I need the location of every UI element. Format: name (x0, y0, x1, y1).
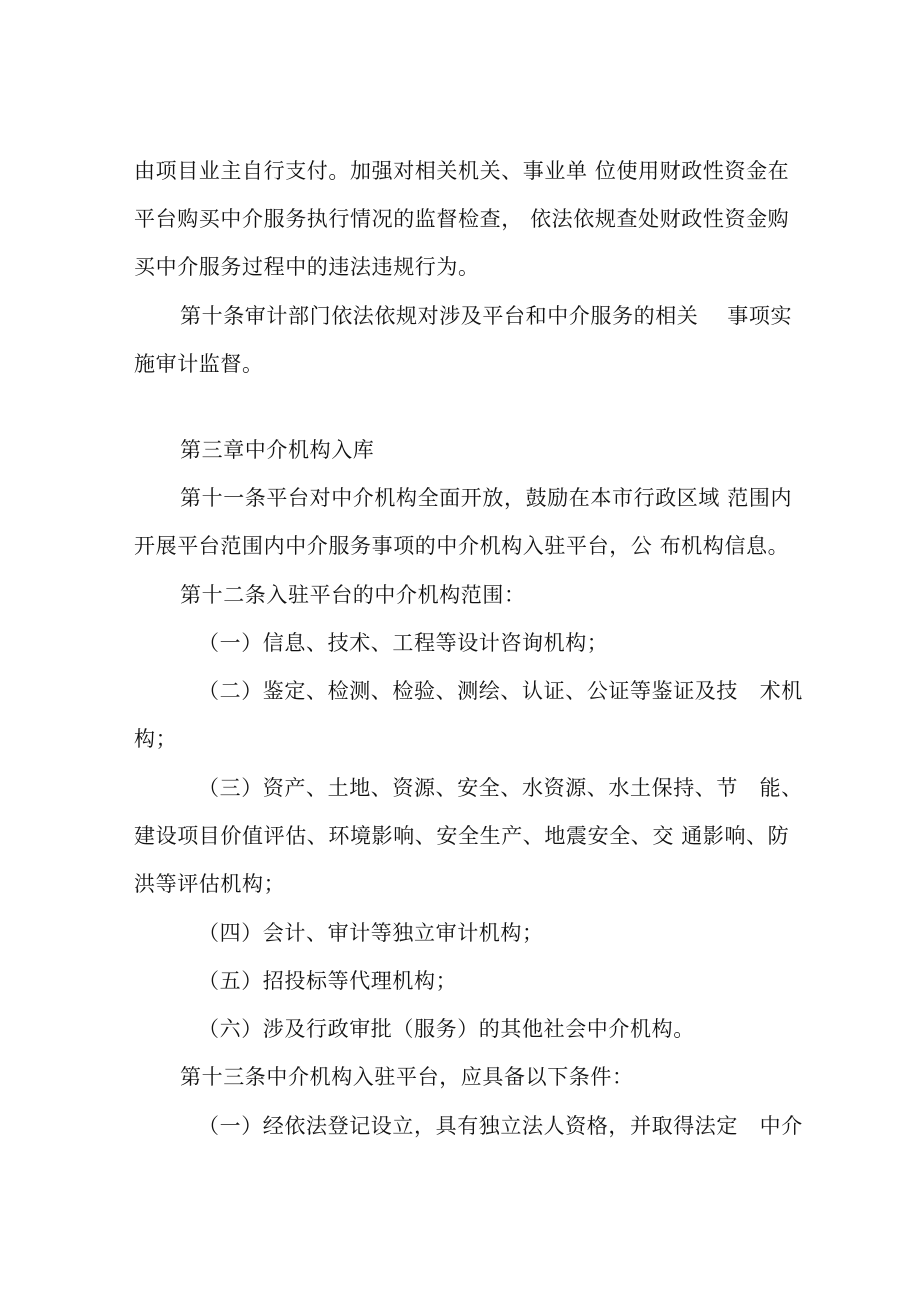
article-11-line: 第十一条平台对中介机构全面开放，鼓励在本市行政区域 范围内 (180, 486, 793, 510)
list-item: （一）信息、技术、工程等设计咨询机构； (198, 631, 609, 655)
paragraph-line: 洪等评估机构； (134, 872, 286, 896)
chapter-heading: 第三章中介机构入库 (180, 438, 375, 462)
list-item: （三）资产、土地、资源、安全、水资源、水土保持、节 能、 (198, 776, 803, 800)
paragraph-line: 平台购买中介服务执行情况的监督检查， 依法依规查处财政性资金购 (134, 207, 790, 231)
list-item: （六）涉及行政审批（服务）的其他社会中介机构。 (198, 1017, 695, 1041)
paragraph-line: 施审计监督。 (134, 352, 264, 376)
article-12-line: 第十二条入驻平台的中介机构范围： (180, 583, 526, 607)
list-item: （五）招投标等代理机构； (198, 969, 458, 993)
article-13-line: 第十三条中介机构入驻平台，应具备以下条件： (180, 1065, 634, 1089)
paragraph-line: 由项目业主自行支付。加强对相关机关、事业单 位使用财政性资金在 (134, 159, 790, 183)
paragraph-line: 建设项目价值评估、环境影响、安全生产、地震安全、交 通影响、防 (134, 824, 790, 848)
paragraph-line: 买中介服务过程中的违法违规行为。 (134, 255, 480, 279)
paragraph-line: 开展平台范围内中介服务事项的中介机构入驻平台，公 布机构信息。 (134, 534, 790, 558)
list-item: （二）鉴定、检测、检验、测绘、认证、公证等鉴证及技 术机 (198, 679, 803, 703)
paragraph-line: 构； (134, 727, 178, 751)
list-item: （一）经依法登记设立，具有独立法人资格，并取得法定 中介 (198, 1114, 803, 1138)
article-10-line: 第十条审计部门依法依规对涉及平台和中介服务的相关 事项实 (180, 304, 793, 328)
list-item: （四）会计、审计等独立审计机构； (198, 921, 544, 945)
